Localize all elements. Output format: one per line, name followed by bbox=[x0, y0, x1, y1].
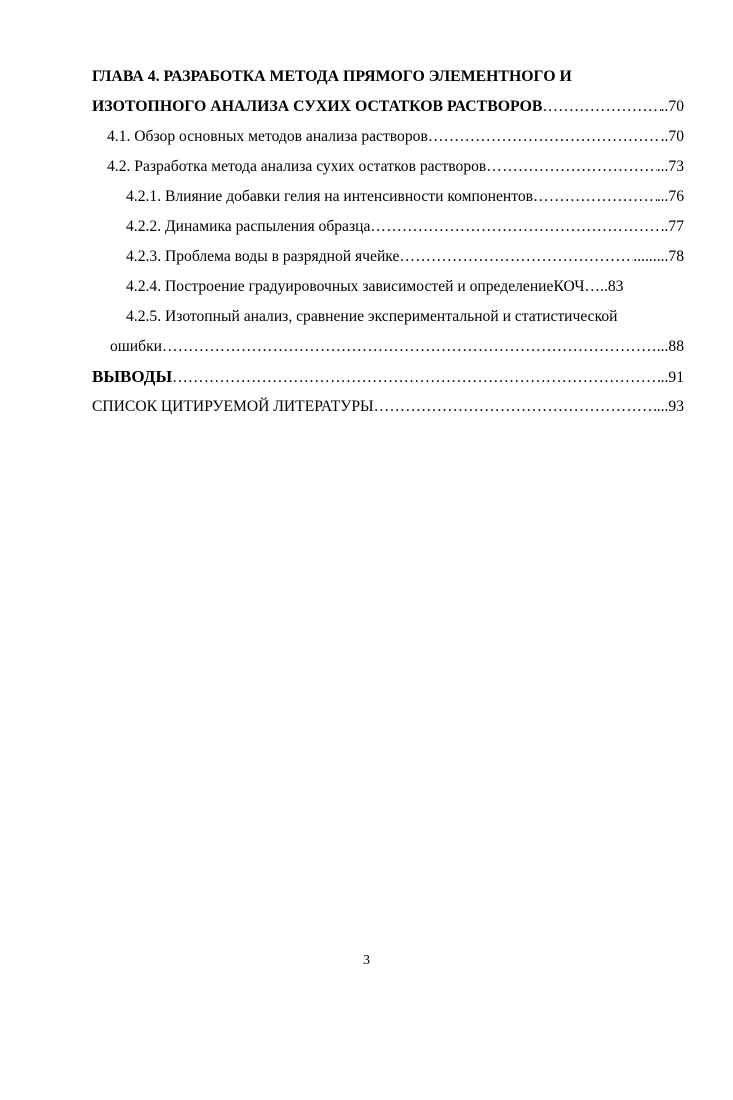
toc-entry-page: ..70 bbox=[660, 128, 684, 145]
toc-entry-page: ..70 bbox=[660, 98, 684, 115]
toc-entry-4-2-2 bbox=[92, 212, 684, 242]
toc-dot-leader bbox=[428, 122, 661, 152]
toc-dot-leader bbox=[533, 182, 657, 212]
toc-entry-title: 4.2.4. Построение градуировочных зависимостей и определениеКОЧ bbox=[126, 278, 585, 295]
toc-entry-title: 4.2.2. Динамика распыления образца bbox=[126, 218, 371, 235]
toc-entry-title: ВЫВОДЫ bbox=[92, 367, 173, 386]
toc-entry-page: ..77 bbox=[660, 218, 684, 235]
toc-entry-title: 4.2.1. Влияние добавки гелия на интенсивности компонентов bbox=[126, 188, 534, 205]
toc-entry-conclusions bbox=[92, 362, 684, 392]
toc-entry-title: 4.2. Разработка метода анализа сухих остатков растворов bbox=[107, 158, 487, 175]
toc-entry-4-2-3 bbox=[92, 242, 684, 272]
toc-entry-title: ГЛАВА 4. РАЗРАБОТКА МЕТОДА ПРЯМОГО ЭЛЕМЕНТНОГО И bbox=[92, 68, 572, 85]
toc-entry-page: …..83 bbox=[584, 278, 624, 295]
toc-entry-title: 4.1. Обзор основных методов анализа растворов bbox=[107, 128, 428, 145]
toc-entry-chapter-4-line-2 bbox=[92, 92, 684, 122]
toc-entry-title: 4.2.5. Изотопный анализ, сравнение экспериментальной и статистической bbox=[126, 308, 618, 325]
toc-entry-title: СПИСОК ЦИТИРУЕМОЙ ЛИТЕРАТУРЫ bbox=[92, 398, 374, 415]
toc-entry-page: ..91 bbox=[660, 369, 684, 386]
toc-entry-page: ...73 bbox=[656, 158, 684, 175]
toc-dot-leader bbox=[542, 92, 660, 122]
toc-dot-leader bbox=[162, 332, 657, 362]
toc-entry-page: ...88 bbox=[656, 338, 684, 355]
toc-entry-4-2-4 bbox=[92, 272, 684, 302]
toc-dot-leader bbox=[172, 363, 660, 393]
toc-entry-title: ошибки bbox=[110, 338, 163, 355]
toc-dot-leader bbox=[374, 392, 657, 422]
toc-entry-chapter-4-line-1 bbox=[92, 62, 684, 92]
page-number: 3 bbox=[363, 953, 370, 968]
toc-entry-title: ИЗОТОПНОГО АНАЛИЗА СУХИХ ОСТАТКОВ РАСТВОРОВ bbox=[92, 98, 543, 115]
toc-dot-leader bbox=[399, 242, 633, 272]
toc-entry-page: ...76 bbox=[656, 188, 684, 205]
toc-entry-references bbox=[92, 392, 684, 422]
table-of-contents bbox=[92, 62, 684, 422]
toc-entry-page: ...93 bbox=[656, 398, 684, 415]
toc-entry-4-1 bbox=[92, 122, 684, 152]
toc-entry-4-2-1 bbox=[92, 182, 684, 212]
toc-entry-4-2-5-line-1 bbox=[92, 302, 684, 332]
toc-entry-title: 4.2.3. Проблема воды в разрядной ячейке bbox=[126, 248, 400, 265]
toc-entry-page: .........78 bbox=[633, 248, 684, 265]
toc-entry-4-2 bbox=[92, 152, 684, 182]
toc-entry-4-2-5-line-2 bbox=[92, 332, 684, 362]
toc-dot-leader bbox=[370, 212, 660, 242]
toc-dot-leader bbox=[486, 152, 656, 182]
